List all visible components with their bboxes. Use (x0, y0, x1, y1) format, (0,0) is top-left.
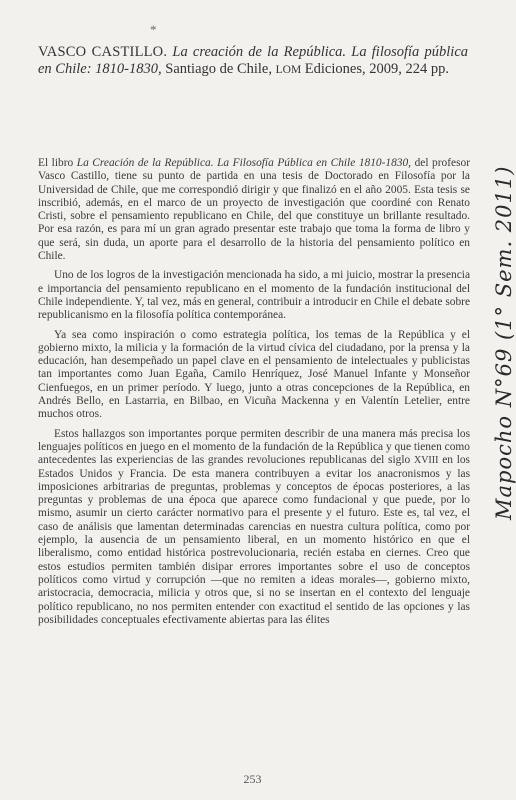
top-mark: * (150, 22, 157, 37)
page-number: 253 (243, 772, 262, 786)
paragraph-4 (38, 428, 470, 627)
paragraph-3: Ya sea como inspiración o como estrategia política, los temas de la República y el gobierno mixto, la milicia y la formación de la virtud cívica del ciudadano, por la prensa y la educación, han desempeñado un papel clave en el pensamiento de intelectuales y publicistas tan importantes como Juan Egaña, Camilo Henríquez, José Manuel Infante y Monseñor Cienfuegos, en un primer período. Y luego, junto a otras concepciones de la República, en Andrés Bello, en Lastarria, en Bilbao, en Vicuña Mackenna y en Valentín Letelier, entre muchos otros. (38, 328, 470, 421)
handwritten-note: Mapocho N°69 (1° Sem. 2011) (492, 165, 516, 520)
book-title: La creación de la República. La filosofía pública en Chile: 1810-1830, (38, 44, 468, 77)
paragraph-4-text-a: Estos hallazgos son importantes porque permiten describir de una manera más precisa los lenguajes políticos en juego en el momento de la fundación de la República y que tienen como antecedentes las experiencias de las grandes revoluciones republicanas del siglo (38, 427, 470, 467)
review-body (38, 157, 470, 633)
paragraph-2: Uno de los logros de la investigación mencionada ha sido, a mi juicio, mostrar la presencia e importancia del pensamiento republicano en el momento de la fundación institucional del Chile independiente. Y, tal vez, más en general, contribuir a introducir en Chile el debate sobre republicanismo en la filosofía política contemporánea. (38, 269, 470, 322)
paragraph-4-century: XVIII (413, 455, 439, 467)
paragraph-1-book-title: La Creación de la República. La Filosofía Pública en Chile 1810-1830, (76, 157, 412, 169)
book-imprint-prefix: Santiago de Chile, (165, 61, 272, 77)
paragraph-1-lead: El libro (38, 157, 74, 169)
paragraph-4-text-b: en los Estados Unidos y Francia. De esta manera contribuyen a evitar los anacronismos y las imposiciones arbitrarias de preguntas, problemas y conceptos de épocas posteriores, a las preguntas y problemas de una época que aparece como fundacional y que puede, por lo mismo, asumir un cierto carácter normativo para el presente y el futuro. Este es, tal vez, el caso de análisis que lamentan determinadas carencias en nuestra cultura política, como por ejemplo, la ausencia de un pensamiento liberal, en un momento histórico en que el liberalismo, como entidad histórica postrevolucionaria, recién estaba en ciernes. Creo que estos estudios permiten también disipar errores importantes sobre el uso de conceptos políticos como virtud y corrupción —que no remiten a ideas morales—, gobierno mixto, aristocracia, democracia, milicia y otros que, si no se insertan en el contexto del lenguaje político republicano, no nos permiten entender con exactitud el sentido de las opciones y las posibilidades conceptuales efectivamente abiertas para las élites (38, 454, 470, 626)
paragraph-1-text: del profesor Vasco Castillo, tiene su punto de partida en una tesis de Doctorado en Filosofía por la Universidad de Chile, que me correspondió dirigir y que finalizó en el año 2005. Esta tesis se inscribió, además, en el marco de un proyecto de investigación que coordiné con Renato Cristi, sobre el pensamiento republicano en Chile, del que constituye un brillante resultado. Por esa razón, es para mí un gran agrado presentar este trabajo que toma la forma de libro y que será, sin duda, un aporte para el desarrollo de la historia del pensamiento político en Chile. (38, 157, 470, 263)
book-publisher: LOM (275, 64, 302, 76)
book-imprint-suffix: Ediciones, 2009, 224 pp. (304, 61, 449, 77)
book-author: VASCO CASTILLO. (38, 44, 168, 60)
paragraph-1 (38, 157, 470, 263)
review-heading (38, 44, 468, 79)
